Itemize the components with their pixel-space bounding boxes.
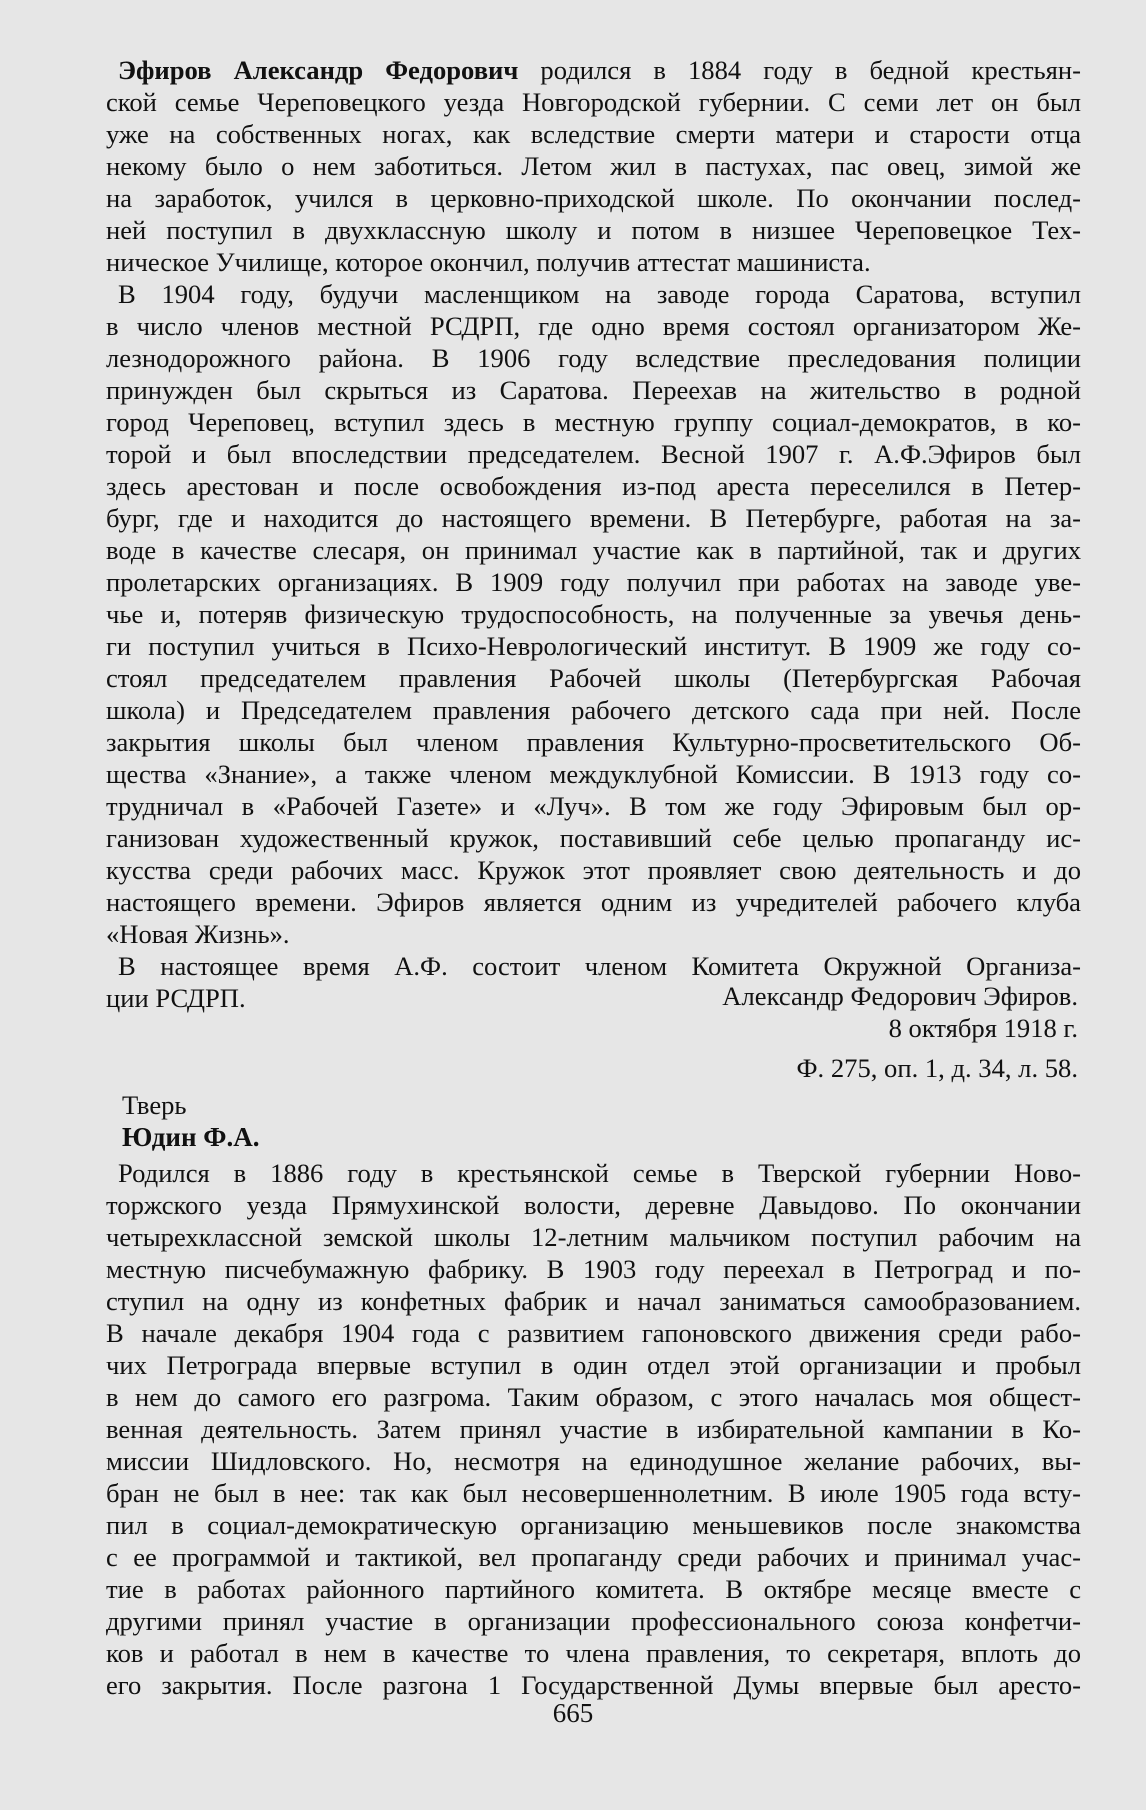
text-line: четырехклассной земской школы 12-летним мальчиком поступил рабочим на (106, 1222, 1081, 1252)
text-line: В настоящее время А.Ф. состоит членом Комитета Окружной Организа- (118, 951, 1081, 981)
text-line: стоял председателем правления Рабочей школы (Петербургская Рабочая (106, 663, 1081, 693)
bio-efirov (106, 54, 1081, 1014)
text-line: воде в качестве слесаря, он принимал участие как в партийной, так и других (106, 535, 1081, 565)
text-line: его закрытия. После разгона 1 Государственной Думы впервые был аресто- (106, 1670, 1081, 1700)
bio-yudin (106, 1157, 1081, 1701)
text-line: ступил на одну из конфетных фабрик и начал заниматься самообразованием. (106, 1286, 1081, 1316)
text-line: ков и работал в нем в качестве то члена правления, то секретаря, вплоть до (106, 1638, 1081, 1668)
document-date: 8 октября 1918 г. (888, 1013, 1078, 1043)
text-line: город Череповец, вступил здесь в местную группу социал-демократов, в ко- (106, 407, 1081, 437)
text-line: Родился в 1886 году в крестьянской семье в Тверской губернии Ново- (118, 1158, 1081, 1188)
text-line: пролетарских организациях. В 1909 году получил при работах на заводе уве- (106, 567, 1081, 597)
text-line: ническое Училище, которое окончил, получив аттестат машиниста. (106, 247, 871, 277)
text-line: В 1904 году, будучи масленщиком на заводе города Саратова, вступил (118, 279, 1081, 309)
text-line: кусства среди рабочих масс. Кружок этот проявляет свою деятельность и до (106, 855, 1081, 885)
place-heading: Тверь (122, 1090, 187, 1120)
text-line: пил в социал-демократическую организацию меньшевиков после знакомства (106, 1510, 1081, 1540)
text-line: принужден был скрыться из Саратова. Переехав на жительство в родной (106, 375, 1081, 405)
text-line: настоящего времени. Эфиров является одним из учредителей рабочего клуба (106, 887, 1081, 917)
signature: Александр Федорович Эфиров. (722, 981, 1078, 1011)
text-line: трудничал в «Рабочей Газете» и «Луч». В том же году Эфировым был ор- (106, 791, 1081, 821)
text-line: закрытия школы был членом правления Культурно-просветительского Об- (106, 727, 1081, 757)
page-number: 665 (552, 1698, 594, 1728)
text-line: в нем до самого его разгрома. Таким образом, с этого началась моя общест- (106, 1382, 1081, 1412)
archive-reference: Ф. 275, оп. 1, д. 34, л. 58. (796, 1053, 1078, 1083)
text-line: чье и, потеряв физическую трудоспособность, на полученные за увечья день- (106, 599, 1081, 629)
text-line: с ее программой и тактикой, вел пропаганду среди рабочих и принимал учас- (106, 1542, 1081, 1572)
text-line: щества «Знание», а также членом междуклубной Комиссии. В 1913 году со- (106, 759, 1081, 789)
person-name-heading: Юдин Ф.А. (122, 1122, 260, 1152)
text-line: миссии Шидловского. Но, несмотря на единодушное желание рабочих, вы- (106, 1446, 1081, 1476)
text-line: на заработок, учился в церковно-приходской школе. По окончании послед- (106, 183, 1081, 213)
text-line: некому было о нем заботиться. Летом жил в пастухах, пас овец, зимой же (106, 151, 1081, 181)
text-line: лезнодорожного района. В 1906 году вследствие преследования полиции (106, 343, 1081, 373)
text-line: тие в работах районного партийного комитета. В октябре месяце вместе с (106, 1574, 1081, 1604)
text-line: ги поступил учиться в Психо-Неврологический институт. В 1909 же году со- (106, 631, 1081, 661)
text-line: уже на собственных ногах, как вследствие смерти матери и старости отца (106, 119, 1081, 149)
text-line: ции РСДРП. (106, 983, 246, 1013)
text-line: В начале декабря 1904 года с развитием гапоновского движения среди рабо- (106, 1318, 1081, 1348)
text-line: «Новая Жизнь». (106, 919, 290, 949)
text-line: в число членов местной РСДРП, где одно время состоял организатором Же- (106, 311, 1081, 341)
text-line: торой и был впоследствии председателем. Весной 1907 г. А.Ф.Эфиров был (106, 439, 1081, 469)
text-line: местную писчебумажную фабрику. В 1903 году переехал в Петроград и по- (106, 1254, 1081, 1284)
text-line: бург, где и находится до настоящего времени. В Петербурге, работая на за- (106, 503, 1081, 533)
text-line: чих Петрограда впервые вступил в один отдел этой организации и пробыл (106, 1350, 1081, 1380)
text-line: другими принял участие в организации профессионального союза конфетчи- (106, 1606, 1081, 1636)
text-line: ней поступил в двухклассную школу и потом в низшее Череповецкое Тех- (106, 215, 1081, 245)
text-line: Эфиров Александр Федорович родился в 1884 году в бедной крестьян- (118, 55, 1081, 85)
person-name: Эфиров Александр Федорович (118, 55, 519, 85)
text-line: ской семье Череповецкого уезда Новгородской губернии. С семи лет он был (106, 87, 1081, 117)
text-line: торжского уезда Прямухинской волости, деревне Давыдово. По окончании (106, 1190, 1081, 1220)
text-line: ганизован художественный кружок, поставивший себе целью пропаганду ис- (106, 823, 1081, 853)
text-line: венная деятельность. Затем принял участие в избирательной кампании в Ко- (106, 1414, 1081, 1444)
text-line: школа) и Председателем правления рабочего детского сада при ней. После (106, 695, 1081, 725)
text-line: бран не был в нее: так как был несовершеннолетним. В июле 1905 года всту- (106, 1478, 1081, 1508)
text-line: здесь арестован и после освобождения из-под ареста переселился в Петер- (106, 471, 1081, 501)
